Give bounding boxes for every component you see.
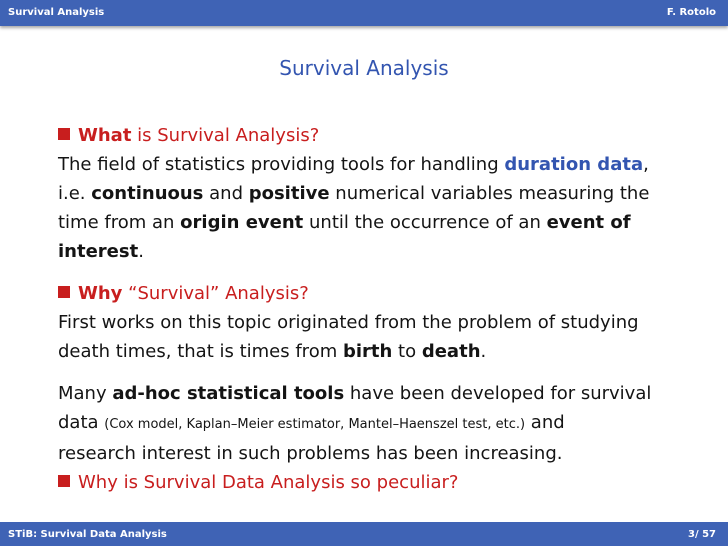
text-span: . [480, 341, 487, 362]
interest-term: interest [58, 241, 139, 262]
what-heading-text: is Survival Analysis? [131, 125, 320, 146]
many-line-2 [58, 408, 678, 439]
why-heading [58, 279, 678, 308]
what-heading [58, 121, 678, 150]
why-line-1: First works on this topic originated from the problem of studying [58, 312, 639, 333]
header-section-title: Survival Analysis [8, 7, 105, 18]
text-span: , [643, 154, 649, 175]
text-span: have been developed for survival [344, 383, 652, 404]
spacer [58, 366, 678, 379]
header-bar [0, 0, 728, 26]
header-author: F. Rotolo [666, 7, 716, 18]
peculiar-item [58, 468, 678, 497]
footer-bar [0, 522, 728, 546]
text-span: . [138, 241, 144, 262]
continuous-term: continuous [91, 183, 204, 204]
square-bullet-icon [58, 128, 70, 140]
text-span: Many [58, 383, 113, 404]
spacer [58, 266, 678, 279]
what-line-2 [58, 179, 678, 208]
text-span: and [525, 412, 565, 433]
text-span: time from an [58, 212, 181, 233]
square-bullet-icon [58, 475, 70, 487]
slide-content [58, 121, 678, 497]
positive-term: positive [248, 183, 330, 204]
text-span: until the occurrence of an [303, 212, 547, 233]
many-line-1 [58, 379, 678, 408]
text-span: death times, that is times from [58, 341, 343, 362]
adhoc-tools-term: ad-hoc statistical tools [112, 383, 345, 404]
birth-term: birth [342, 341, 393, 362]
what-keyword: What [78, 125, 132, 146]
why-keyword: Why [78, 283, 123, 304]
text-span: The field of statistics providing tools for handling [58, 154, 505, 175]
footer-title: STiB: Survival Data Analysis [8, 529, 167, 540]
text-span: and [203, 183, 249, 204]
peculiar-link-text: Why is Survival Data Analysis so peculiar? [78, 472, 459, 493]
why-heading-text: “Survival” Analysis? [122, 283, 309, 304]
methods-parenthetical: (Cox model, Kaplan–Meier estimator, Mantel–Haenszel test, etc.) [104, 417, 526, 432]
why-line-2 [58, 337, 678, 366]
what-line-1 [58, 150, 678, 179]
origin-event-term: origin event [180, 212, 304, 233]
death-term: death [421, 341, 481, 362]
text-span: numerical variables measuring the [329, 183, 650, 204]
text-span: i.e. [58, 183, 92, 204]
square-bullet-icon [58, 286, 70, 298]
text-span: to [392, 341, 422, 362]
what-line-3 [58, 208, 678, 237]
page-number: 3/ 57 [687, 529, 716, 540]
duration-data-term: duration data [504, 154, 644, 175]
event-of-term: event of [546, 212, 631, 233]
what-line-4 [58, 237, 678, 266]
slide-title: Survival Analysis [279, 56, 449, 80]
many-line-3: research interest in such problems has been increasing. [58, 443, 563, 464]
text-span: data [58, 412, 105, 433]
